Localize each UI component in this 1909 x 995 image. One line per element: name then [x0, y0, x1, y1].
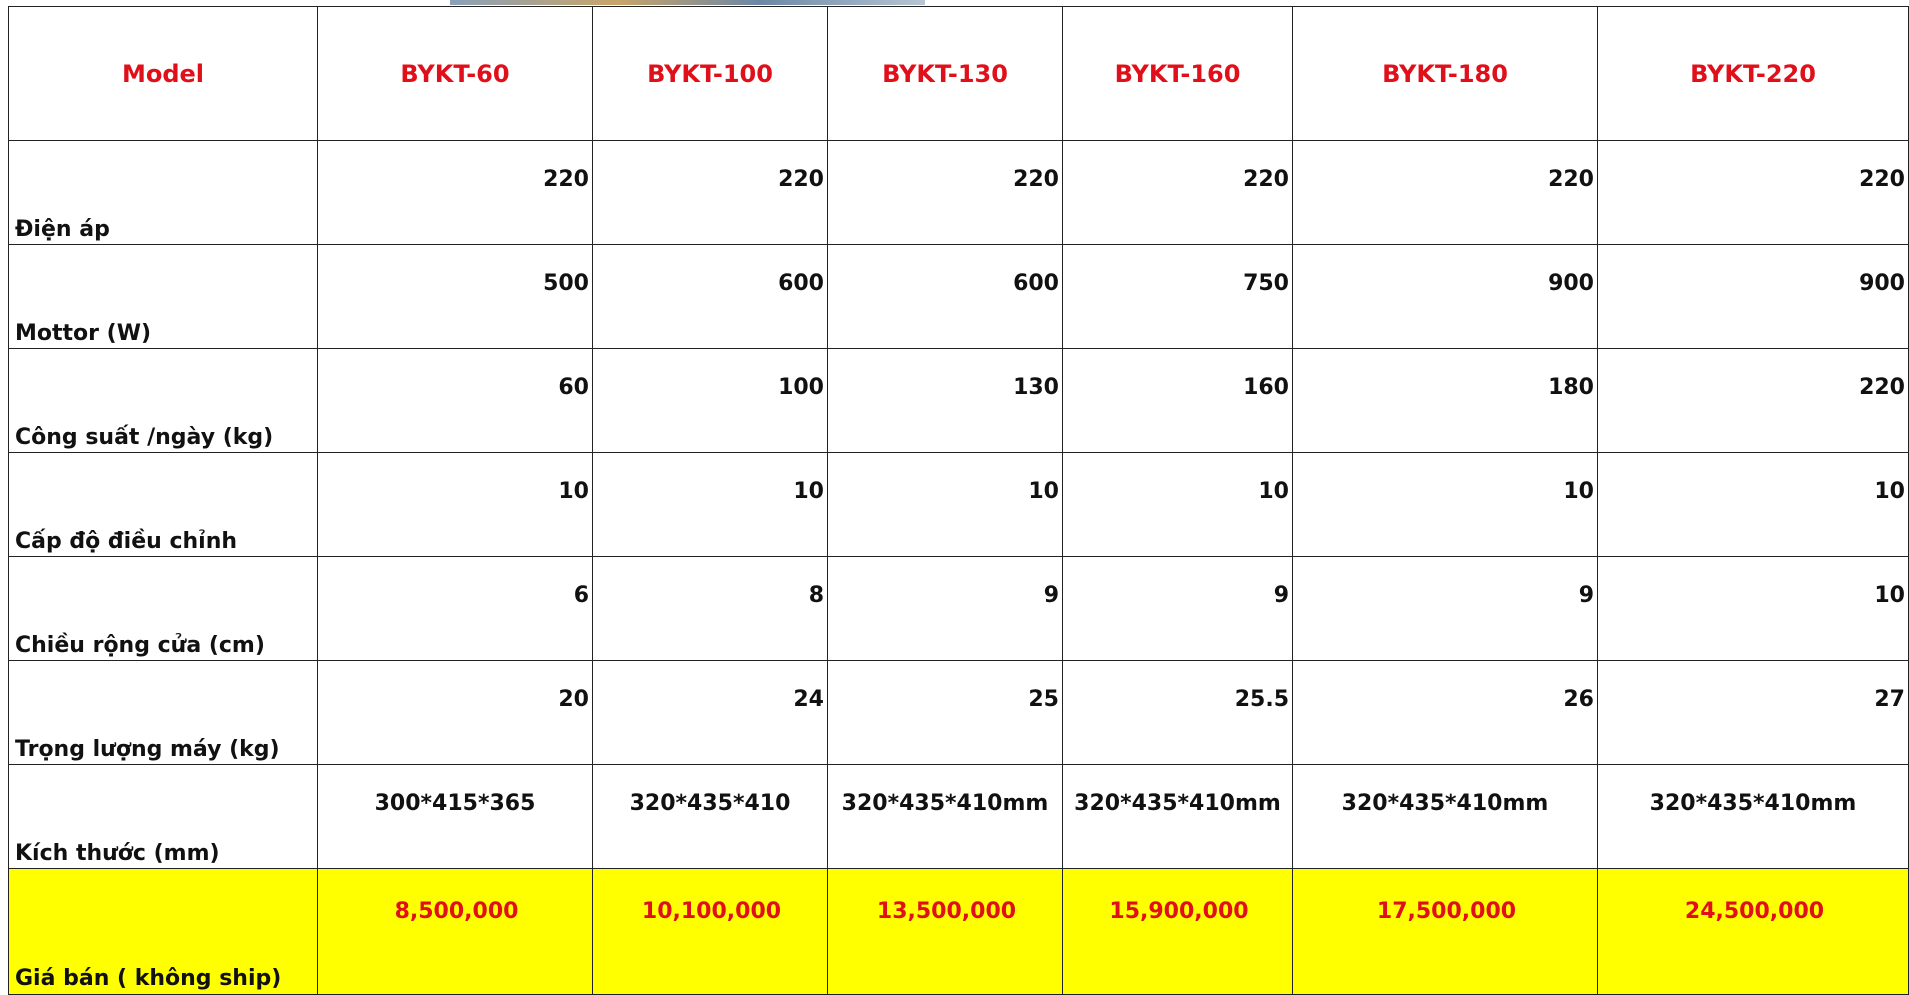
cell-value: 320*435*410mm — [1598, 765, 1909, 869]
cell-value: 750 — [1063, 245, 1293, 349]
row-label: Chiều rộng cửa (cm) — [9, 557, 318, 661]
cell-value: 500 — [318, 245, 593, 349]
cell-value: 900 — [1598, 245, 1909, 349]
table-row — [9, 141, 1909, 245]
table-row — [9, 557, 1909, 661]
cell-value: 6 — [318, 557, 593, 661]
header-model: BYKT-220 — [1598, 7, 1909, 141]
cell-value: 160 — [1063, 349, 1293, 453]
cell-value: 320*435*410mm — [828, 765, 1063, 869]
cell-value: 220 — [1293, 141, 1598, 245]
header-label: Model — [9, 7, 318, 141]
price-value: 13,500,000 — [828, 869, 1063, 995]
cell-value: 600 — [593, 245, 828, 349]
header-model: BYKT-160 — [1063, 7, 1293, 141]
price-value: 15,900,000 — [1063, 869, 1293, 995]
table-header-row — [9, 7, 1909, 141]
top-image-strip — [450, 0, 925, 5]
cell-value: 100 — [593, 349, 828, 453]
cell-value: 25 — [828, 661, 1063, 765]
cell-value: 220 — [828, 141, 1063, 245]
cell-value: 60 — [318, 349, 593, 453]
cell-value: 130 — [828, 349, 1063, 453]
header-model: BYKT-100 — [593, 7, 828, 141]
table-row — [9, 349, 1909, 453]
price-value: 24,500,000 — [1598, 869, 1909, 995]
cell-value: 10 — [828, 453, 1063, 557]
table-row — [9, 765, 1909, 869]
row-label: Mottor (W) — [9, 245, 318, 349]
cell-value: 900 — [1293, 245, 1598, 349]
table-row — [9, 245, 1909, 349]
cell-value: 9 — [1063, 557, 1293, 661]
row-label: Điện áp — [9, 141, 318, 245]
row-label: Kích thước (mm) — [9, 765, 318, 869]
cell-value: 320*435*410mm — [1293, 765, 1598, 869]
cell-value: 20 — [318, 661, 593, 765]
cell-value: 9 — [1293, 557, 1598, 661]
cell-value: 320*435*410 — [593, 765, 828, 869]
cell-value: 10 — [1598, 453, 1909, 557]
cell-value: 10 — [1063, 453, 1293, 557]
cell-value: 24 — [593, 661, 828, 765]
cell-value: 10 — [1598, 557, 1909, 661]
price-value: 8,500,000 — [318, 869, 593, 995]
table-row — [9, 453, 1909, 557]
price-row — [9, 869, 1909, 995]
row-label: Cấp độ điều chỉnh — [9, 453, 318, 557]
cell-value: 220 — [593, 141, 828, 245]
cell-value: 27 — [1598, 661, 1909, 765]
cell-value: 10 — [593, 453, 828, 557]
cell-value: 26 — [1293, 661, 1598, 765]
cell-value: 9 — [828, 557, 1063, 661]
cell-value: 8 — [593, 557, 828, 661]
price-label: Giá bán ( không ship) — [9, 869, 318, 995]
header-model: BYKT-60 — [318, 7, 593, 141]
cell-value: 25.5 — [1063, 661, 1293, 765]
cell-value: 10 — [318, 453, 593, 557]
cell-value: 600 — [828, 245, 1063, 349]
table-row — [9, 661, 1909, 765]
row-label: Trọng lượng máy (kg) — [9, 661, 318, 765]
header-model: BYKT-180 — [1293, 7, 1598, 141]
cell-value: 180 — [1293, 349, 1598, 453]
cell-value: 220 — [1063, 141, 1293, 245]
price-value: 10,100,000 — [593, 869, 828, 995]
cell-value: 220 — [1598, 349, 1909, 453]
cell-value: 220 — [318, 141, 593, 245]
cell-value: 220 — [1598, 141, 1909, 245]
cell-value: 10 — [1293, 453, 1598, 557]
price-value: 17,500,000 — [1293, 869, 1598, 995]
spec-table — [8, 6, 1909, 995]
cell-value: 300*415*365 — [318, 765, 593, 869]
header-model: BYKT-130 — [828, 7, 1063, 141]
cell-value: 320*435*410mm — [1063, 765, 1293, 869]
row-label: Công suất /ngày (kg) — [9, 349, 318, 453]
